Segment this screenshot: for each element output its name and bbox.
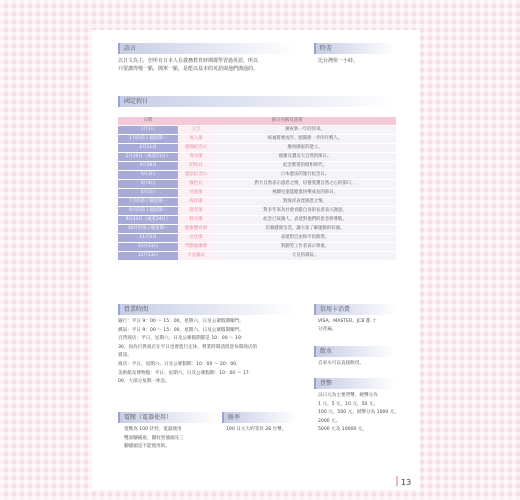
table-row: [118, 207, 396, 216]
timezone-header: [314, 43, 396, 54]
holiday-name: 秋分節: [178, 216, 214, 225]
col-name-meaning: 節日名稱及意義: [178, 117, 396, 126]
page-number: 13: [401, 478, 412, 487]
holiday-meaning: 紀念繁榮的昭和時代。: [214, 162, 396, 171]
holiday-date: 9月的第３個星期一: [118, 207, 178, 216]
holiday-name: 敬老節: [178, 207, 214, 216]
table-row: [118, 234, 396, 243]
holiday-name: 勞動感謝節: [178, 243, 214, 252]
table-row: [118, 135, 396, 144]
table-row: [118, 243, 396, 252]
table-row: [118, 198, 396, 207]
water-text: 自來水可以直接飲用。: [318, 361, 364, 366]
water-title: 飲水: [320, 348, 333, 355]
currency-text: 以日元為主要貨幣，硬幣分為 1 元、5 元、10 元、50 元、 100 元、500 元。紙幣分為 1000 元、2000 元、 5000 元及 10000 元。: [318, 393, 400, 433]
holiday-name: 昭和日: [178, 162, 214, 171]
holiday-name: 文化節: [178, 234, 214, 243]
holiday-name: 綠色日: [178, 180, 214, 189]
holiday-date: 10月的第２個星期一: [118, 225, 178, 234]
holiday-meaning: 紀念已故親人，表達對他們的思念與尊敬。: [214, 216, 396, 225]
table-row: [118, 216, 396, 225]
table-row: [118, 162, 396, 171]
col-date: 日期: [118, 117, 178, 126]
exchange-header: [222, 412, 298, 423]
holiday-date: 11月3日: [118, 234, 178, 243]
holiday-date: 2月20日（或者21日）: [118, 153, 178, 162]
holiday-meaning: 對海洋表達感恩之情。: [214, 198, 396, 207]
holiday-date: 1月的第２個星期一: [118, 135, 178, 144]
holiday-meaning: 表達對自由和平的熱愛。: [214, 234, 396, 243]
electricity-header: [118, 412, 218, 423]
holiday-date: 7月的第３個星期一: [118, 198, 178, 207]
holiday-meaning: 對勤勞工作者表示尊重。: [214, 243, 396, 252]
holiday-name: 兒童節: [178, 189, 214, 198]
exchange-title: 匯率: [228, 414, 241, 421]
exchange-text: 100 日元大約等於 28 台幣。: [226, 427, 287, 432]
electricity-text: 電壓為 100 伏特，電器使用 雙面腳插座，圓柱型插頭及三 腳插頭是不能使用的。: [124, 427, 184, 450]
holiday-name: 成人節: [178, 135, 214, 144]
holiday-date: 12月23日: [118, 252, 178, 261]
credit-card-text: VISA、MASTER、JCB 都 十 分普遍。: [318, 319, 377, 332]
holiday-meaning: 培養健康生活，讓大家了解運動的好處。: [214, 225, 396, 234]
holiday-meaning: 天皇的壽辰。: [214, 252, 396, 261]
business-hours-header: [118, 304, 296, 315]
holiday-date: 5月3日: [118, 171, 178, 180]
holiday-table: [118, 117, 396, 261]
holiday-date: 11月23日: [118, 243, 178, 252]
currency-header: [314, 378, 396, 389]
holiday-name: 天皇誕辰: [178, 252, 214, 261]
table-row: [118, 144, 396, 153]
table-row: [118, 252, 396, 261]
holiday-date: 4月29日: [118, 162, 178, 171]
holiday-name: 春分節: [178, 153, 214, 162]
holiday-date: 1月1日: [118, 126, 178, 135]
holiday-meaning: 日本憲法的施行紀念日。: [214, 171, 396, 180]
language-header: [118, 43, 296, 54]
holiday-meaning: 慶祝新一年的到來。: [214, 126, 396, 135]
page-number-marker: [396, 476, 398, 486]
language-title: 語言: [124, 45, 137, 52]
electricity-title: 電壓（電器使用）: [124, 414, 173, 421]
credit-card-title: 信用卡消費: [320, 306, 351, 313]
holiday-meaning: 慶祝國家的建立。: [214, 144, 396, 153]
holiday-meaning: 對大自然表示感恩之情，培養愛護自然之心的節日。: [214, 180, 396, 189]
business-hours-text: 銀行：平日 9：00 ～ 15：00，星期六、日及公眾假期關門。 郵局：平日 9：00 ～ 15：00，星期六、日及公眾假期關門。 百貨商店：平日、星期六、日及公眾假期都是 10：00 ～ 19： 30，因為百貨商店在平日也會進行定休，營業時間請留意每間商店的 資訊。 商店：平日、星期六、日及公眾假期：10：00 ～ 20：00。 美術館及博物館：平日、星期六、日及公眾假期：10：00 ～ 17： 00，大部分星期一休息。: [118, 319, 258, 385]
holiday-name: 健康體育節: [178, 225, 214, 234]
holiday-name: 憲法紀念日: [178, 171, 214, 180]
holiday-meaning: 祝願兒童能健康快樂成長的節日。: [214, 189, 396, 198]
holiday-date: 5月4日: [118, 180, 178, 189]
holiday-meaning: 感謝及讚美大自然的節日。: [214, 153, 396, 162]
table-row: [118, 180, 396, 189]
holidays-title: 國定假日: [124, 98, 149, 105]
credit-card-header: [314, 304, 396, 315]
holiday-date: 5月5日: [118, 189, 178, 198]
holiday-date: 2月11日: [118, 144, 178, 153]
business-hours-title: 營業時間: [124, 306, 149, 313]
holiday-table-header: [118, 117, 396, 126]
holiday-name: 海洋節: [178, 198, 214, 207]
holidays-header: [118, 96, 396, 107]
holiday-meaning: 對多年來為社會貢獻自身的長者表示謝意。: [214, 207, 396, 216]
holiday-meaning: 祝福將要成年、踏開新一步的年輕人。: [214, 135, 396, 144]
holiday-date: 9月23日（或者24日）: [118, 216, 178, 225]
table-row: [118, 126, 396, 135]
language-text: 以日文為主，但所有日本人在義務教育時期都學習過英語，所以 只要講得慢一點，簡單一點，是能以基本的英語與他們溝通的。: [118, 58, 259, 72]
timezone-text: 比台灣快一小時。: [318, 58, 359, 64]
timezone-title: 時差: [320, 45, 333, 52]
table-row: [118, 171, 396, 180]
holiday-name: 建國紀念日: [178, 144, 214, 153]
table-row: [118, 189, 396, 198]
table-row: [118, 225, 396, 234]
table-row: [118, 153, 396, 162]
water-header: [314, 346, 396, 357]
currency-title: 貨幣: [320, 380, 333, 387]
holiday-name: 元旦: [178, 126, 214, 135]
